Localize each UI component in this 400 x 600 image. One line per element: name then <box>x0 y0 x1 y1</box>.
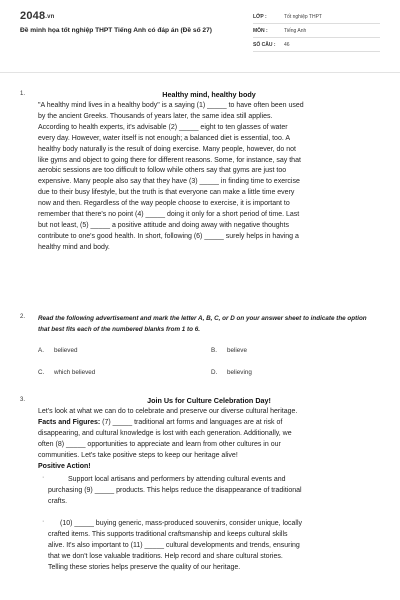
passage-line: Telling these stories helps preserve the quality of our heritage. <box>48 563 241 571</box>
meta-count-row <box>253 38 380 52</box>
page-header <box>0 0 400 62</box>
bullet-dot: · <box>42 518 45 525</box>
option-text: which believed <box>54 369 96 376</box>
passage-title: Join Us for Culture Celebration Day! <box>147 396 271 405</box>
passage-line: like gyms and object to going there for different reasons. Some, for instance, say that <box>38 156 301 164</box>
passage-line: but not least, (5) _____ a positive attitude and doing away with negative thoughts <box>38 221 290 229</box>
facts-label: Facts and Figures: <box>38 419 101 426</box>
meta-class-row <box>253 10 380 24</box>
passage-line: purchasing (9) _____ products. This helps reduce the disappearance of traditional <box>48 486 302 494</box>
passage-line: now and then. Regardless of the way people choose to exercise, it is important to <box>38 200 290 208</box>
passage-line: According to health experts, it's advisable (2) _____ eight to ten glasses of water <box>38 123 288 131</box>
option-text: believed <box>54 347 78 354</box>
passage-line: alive. It's also important to (11) _____ cultural developments and trends, ensuring <box>48 541 300 549</box>
bullet-paragraph <box>48 519 380 574</box>
option-text: believing <box>227 369 252 376</box>
document-title: Đề minh họa tốt nghiệp THPT Tiếng Anh có đáp án (Đề số 27) <box>20 27 212 34</box>
passage-line: disappearing, and cultural knowledge is lost with each generation. Additionally, we <box>38 429 292 437</box>
question-number: 1. <box>20 91 26 97</box>
meta-label: MÔN : <box>253 27 268 34</box>
option-c[interactable] <box>38 369 95 376</box>
passage-line: healthy body naturally is the result of doing exercise. Many people, however, do not <box>38 145 296 153</box>
bullet-paragraph <box>48 475 380 508</box>
passage-line: contribute to one's good health. In short, following (6) _____ surely helps in having a <box>38 232 299 240</box>
passage-text <box>38 101 380 254</box>
passage-line: aerobic sessions are too difficult to follow while others say that gyms are just too <box>38 167 287 175</box>
meta-subject-row <box>253 24 380 38</box>
passage-line: Support local artisans and performers by attending cultural events and <box>68 476 286 483</box>
header-divider <box>0 72 400 73</box>
passage-line: crafted items. This supports traditional craftsmanship and keeps cultural skills <box>48 530 288 538</box>
passage-line: due to their busy lifestyle, but the truth is that everyone can make a little time every <box>38 189 295 197</box>
facts-text: (7) _____ traditional art forms and languages are at risk of <box>100 419 283 426</box>
passage-title: Healthy mind, healthy body <box>162 90 256 99</box>
document-meta <box>253 10 380 52</box>
option-letter: C. <box>38 369 45 376</box>
passage-line: by the ancient Greeks. Thousands of years later, the same idea still applies. <box>38 112 273 120</box>
option-d[interactable] <box>211 369 252 376</box>
passage-line: every day. However, water itself is not enough; a balanced diet is essential, too. A <box>38 134 291 142</box>
option-letter: D. <box>211 369 218 376</box>
passage-line: remember that there's no point (4) _____ doing it only for a short period of time. Last <box>38 211 300 219</box>
passage-line: (10) _____ buying generic, mass-produced souvenirs, consider unique, locally <box>60 520 303 527</box>
meta-value: Tốt nghiệp THPT <box>284 13 322 20</box>
passage-line: healthy mind and body. <box>38 243 110 251</box>
site-logo[interactable]: 2048.vn <box>20 10 55 22</box>
passage-line: "A healthy mind lives in a healthy body" is a saying (1) _____ to have often been used <box>38 102 304 109</box>
option-a[interactable] <box>38 347 77 354</box>
question-instruction: Read the following advertisement and mark the letter A, B, C, or D on your answer sheet to indicate the option that best fits each of the numbered blanks from 1 to 6. <box>38 315 367 333</box>
meta-label: SỐ CÂU : <box>253 41 276 48</box>
option-text: believe <box>227 347 247 354</box>
passage-line: crafts. <box>48 497 68 505</box>
option-b[interactable] <box>211 347 247 354</box>
passage-intro: Let's look at what we can do to celebrate and preserve our diverse cultural heritage. <box>38 408 298 415</box>
option-letter: A. <box>38 347 44 354</box>
bullet-dot: · <box>42 474 45 481</box>
passage-line: expensive. Many people also say that they have (3) _____ in finding time to exercise <box>38 178 300 186</box>
passage-line: often (8) _____ opportunities to appreciate and learn from other cultures in our <box>38 440 281 448</box>
meta-label: LỚP : <box>253 13 267 20</box>
action-label-text: Positive Action! <box>38 463 91 470</box>
meta-value: 46 <box>284 41 290 48</box>
passage-line: communities. Let's take positive steps to keep our heritage alive! <box>38 451 238 459</box>
passage-line <box>38 418 380 429</box>
option-letter: B. <box>211 347 217 354</box>
question-number: 2. <box>20 314 26 320</box>
question-number: 3. <box>20 397 26 403</box>
passage-line: that we don't lose valuable traditions. Help record and share cultural stories. <box>48 552 283 560</box>
meta-value: Tiếng Anh <box>284 27 307 34</box>
facts-paragraph <box>38 418 380 462</box>
action-label <box>38 462 380 473</box>
